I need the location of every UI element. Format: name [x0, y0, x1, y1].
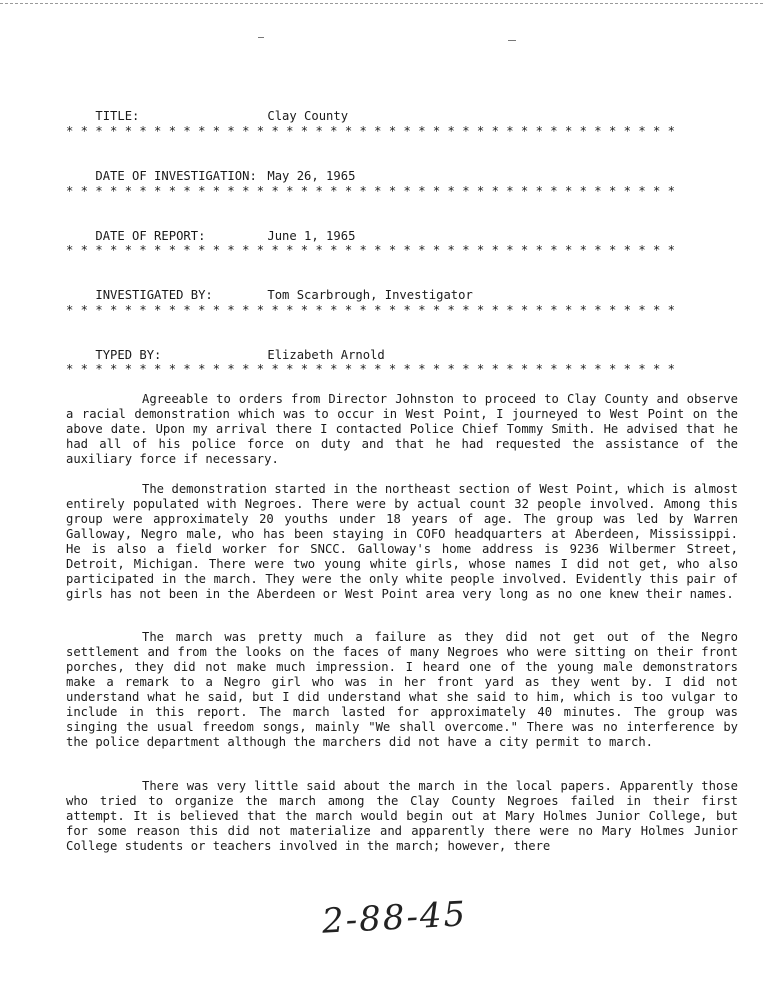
date-of-report-label: DATE OF REPORT:: [95, 229, 206, 243]
date-of-report-value: June 1, 1965: [267, 229, 356, 243]
separator-5: * * * * * * * * * * * * * * * * * * * * * * * * * * * * * * * * * * * * * * * * * *: [66, 362, 676, 376]
paragraph-1: Agreeable to orders from Director Johnston to proceed to Clay County and observe a racial demonstration which was to occur in West Point, I journeyed to West Point on the above date. Upon my arrival there I contacted Police Chief Tommy Smith. He advised that he had all of his police force on duty and that he had requested the assistance of the auxiliary force if necessary.: [66, 392, 738, 466]
separator-1: * * * * * * * * * * * * * * * * * * * * * * * * * * * * * * * * * * * * * * * * * *: [66, 124, 676, 138]
investigated-by-value: Tom Scarbrough, Investigator: [267, 288, 473, 302]
paragraph-3: The march was pretty much a failure as they did not get out of the Negro settlement and from the looks on the faces of many Negroes who were sitting on their front porches, they did not make much impression. I heard one of the young male demonstrators make a remark to a Negro girl who was in her front yard as they went by. I did not understand what he said, but I did understand what she said to him, which is too vulgar to include in this report. The march lasted for approximately 40 minutes. The group was singing the usual freedom songs, mainly "We shall overcome." There was no interference by the police department although the marchers did not have a city permit to march.: [66, 630, 738, 749]
scan-speck: [508, 40, 516, 41]
date-of-investigation-label: DATE OF INVESTIGATION:: [95, 169, 257, 183]
title-label: TITLE:: [95, 109, 140, 123]
typed-by-value: Elizabeth Arnold: [267, 348, 385, 362]
separator-4: * * * * * * * * * * * * * * * * * * * * * * * * * * * * * * * * * * * * * * * * * *: [66, 303, 676, 317]
handwritten-file-number: 2-88-45: [321, 894, 469, 942]
separator-2: * * * * * * * * * * * * * * * * * * * * * * * * * * * * * * * * * * * * * * * * * *: [66, 184, 676, 198]
paragraph-2: The demonstration started in the northeast section of West Point, which is almost entirely populated with Negroes. There were by actual count 32 people involved. Among this group were approximately 20 youths under 18 years of age. The group was led by Warren Galloway, Negro male, who has been staying in COFO headquarters at Aberdeen, Mississippi. He is also a field worker for SNCC. Galloway's home address is 9236 Wilbermer Street, Detroit, Michigan. There were two young white girls, whose names I did not get, who also participated in the march. They were the only white people involved. Evidently this pair of girls has not been in the Aberdeen or West Point area very long as no one knew their names.: [66, 482, 738, 601]
investigated-by-label: INVESTIGATED BY:: [95, 288, 213, 302]
separator-3: * * * * * * * * * * * * * * * * * * * * * * * * * * * * * * * * * * * * * * * * * *: [66, 243, 676, 257]
scan-speck: [258, 37, 264, 38]
title-value: Clay County: [267, 109, 349, 123]
top-edge-rule: [0, 3, 763, 4]
paragraph-4: There was very little said about the march in the local papers. Apparently those who tried to organize the march among the Clay County Negroes failed in their first attempt. It is believed that the march would begin out at Mary Holmes Junior College, but for some reason this did not materialize and apparently there were no Mary Holmes Junior College students or teachers involved in the march; however, there: [66, 779, 738, 853]
typed-by-label: TYPED BY:: [95, 348, 162, 362]
date-of-investigation-value: May 26, 1965: [267, 169, 356, 183]
